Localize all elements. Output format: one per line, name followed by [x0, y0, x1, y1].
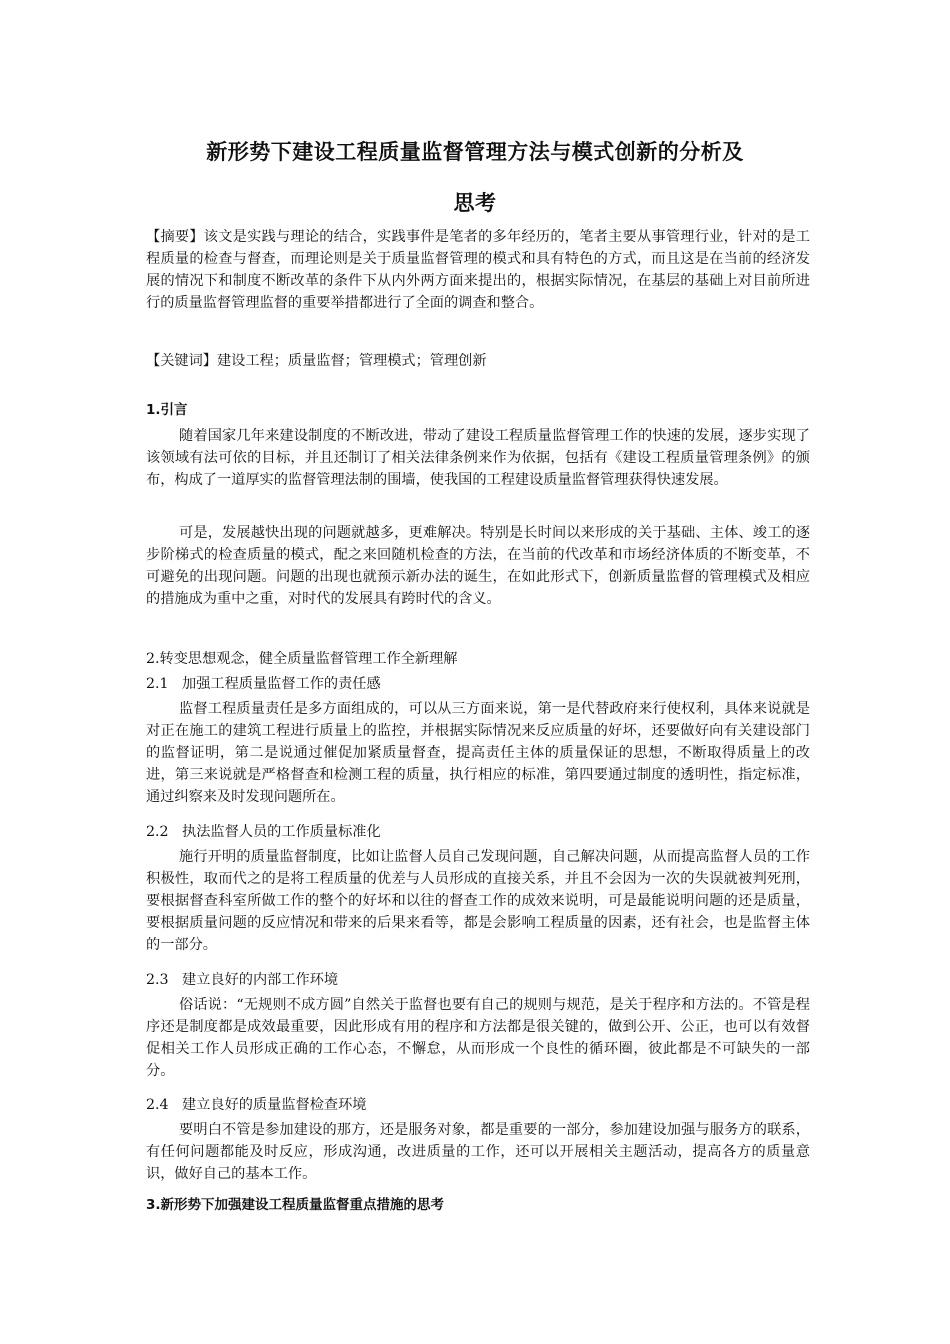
subsection-2-3-heading [146, 969, 338, 991]
subsection-title: 执法监督人员的工作质量标准化 [182, 824, 381, 840]
subsection-title: 加强工程质量监督工作的责任感 [182, 676, 381, 692]
abstract-paragraph: 【摘要】该文是实践与理论的结合，实践事件是笔者的多年经历的，笔者主要从事管理行业，针对的是工程质量的检查与督查，而理论则是关于质量监督管理的模式和具有特色的方式，而且这是在当前的经济发展的情况下和制度不断改革的条件下从内外两方面来提出的，根据实际情况，在基层的基础上对目前所进行的质量监督管理监督的重要举措都进行了全面的调查和整合。 [146, 229, 810, 311]
section1-paragraph1: 随着国家几年来建设制度的不断改进，带动了建设工程质量监督管理工作的快速的发展，逐步实现了该领域有法可依的目标，并且还制订了相关法律条例来作为依据，包括有《建设工程质量管理条例》的颁布，构成了一道厚实的监督管理法制的围墙，使我国的工程建设质量监督管理获得快速发展。 [146, 428, 810, 488]
section1-paragraph2: 可是，发展越快出现的问题就越多，更难解决。特别是长时间以来形成的关于基础、主体、竣工的逐步阶梯式的检查质量的模式，配之来回随机检查的方法，在当前的代改革和市场经济体质的不断变革，不可避免的出现问题。问题的出现也就预示新办法的诞生，在如此形式下，创新质量监督的管理模式及相应的措施成为重中之重，对时代的发展具有跨时代的含义。 [146, 525, 810, 607]
section3-heading: 3.新形势下加强建设工程质量监督重点措施的思考 [146, 1197, 445, 1213]
document-title-line1: 新形势下建设工程质量监督管理方法与模式创新的分析及 [206, 140, 744, 164]
subsection-number: 2.1 [146, 676, 169, 692]
subsection-number: 2.3 [146, 972, 169, 988]
subsection-2-2-paragraph: 施行开明的质量监督制度，比如让监督人员自己发现问题，自己解决问题，从而提高监督人员的工作积极性，取而代之的是将工程质量的优差与人员形成的直接关系，并且不会因为一次的失误就被判死刑，要根据督查科室所做工作的整个的好坏和以往的督查工作的成效来说明，可是最能说明问题的还是质量，要根据质量问题的反应情况和带来的后果来看等，都是会影响工程质量的因素，还有社会，也是监督主体的一部分。 [146, 849, 810, 953]
subsection-2-2-heading [146, 821, 381, 843]
subsection-2-1-heading [146, 673, 381, 695]
subsection-2-4-heading [146, 1094, 366, 1116]
subsection-number: 2.2 [146, 824, 169, 840]
subsection-title: 建立良好的质量监督检查环境 [182, 1097, 367, 1113]
section1-heading: 1.引言 [146, 402, 188, 418]
subsection-number: 2.4 [146, 1097, 169, 1113]
subsection-title: 建立良好的内部工作环境 [182, 972, 339, 988]
document-title-line2: 思考 [453, 191, 497, 215]
subsection-2-4-paragraph: 要明白不管是参加建设的那方，还是服务对象，都是重要的一部分，参加建设加强与服务方的联系，有任何问题都能及时反应，形成沟通，改进质量的工作，还可以开展相关主题活动，提高各方的质量意识，做好自己的基本工作。 [146, 1122, 810, 1182]
subsection-2-3-paragraph: 俗话说：“无规则不成方圆”自然关于监督也要有自己的规则与规范，是关于程序和方法的。不管是程序还是制度都是成效最重要，因此形成有用的程序和方法都是很关键的，做到公开、公正，也可以有效督促相关工作人员形成正确的工作心态，不懈怠，从而形成一个良性的循环圈，彼此都是不可缺失的一部分。 [146, 997, 810, 1079]
keywords-line: 【关键词】建设工程；质量监督；管理模式；管理创新 [146, 353, 487, 369]
subsection-2-1-paragraph: 监督工程质量责任是多方面组成的，可以从三方面来说，第一是代替政府来行使权利，具体来说就是对正在施工的建筑工程进行质量上的监控，并根据实际情况来反应质量的好坏，还要做好向有关建设部门的监督证明，第二是说通过催促加紧质量督查，提高责任主体的质量保证的思想，不断取得质量上的改进，第三来说就是严格督查和检测工程的质量，执行相应的标准，第四要通过制度的透明性，指定标准，通过纠察来及时发现问题所在。 [146, 701, 810, 805]
section2-heading: 2.转变思想观念，健全质量监督管理工作全新理解 [146, 651, 458, 667]
